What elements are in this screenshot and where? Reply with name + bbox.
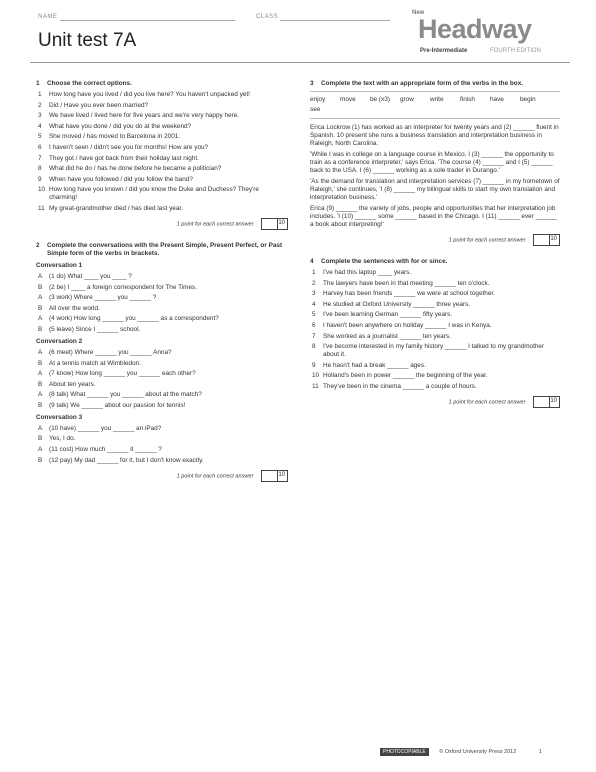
list-item: 4 What have you done / did you do at the weekend? — [38, 122, 192, 130]
list-item: 10 Holland's been in power ______ the beginning of the year. — [312, 372, 488, 380]
list-item: 8 I've become interested in my family history ______ I talked to my grandmother about it. — [312, 343, 545, 359]
text-paragraph: Erica Lockrow (1) has worked as an interpreter for twenty years and (2) ______ fluent in Spanish. 10 present she runs a business translation and interpretation business in Raleigh, North Carolina. — [310, 124, 559, 147]
score-total: 10 — [278, 471, 285, 478]
section-1-score — [36, 218, 288, 230]
section-3-instruction: Complete the text with an appropriate form of the verbs in the box. — [321, 80, 524, 87]
word-box-item: have — [490, 96, 504, 103]
header-rule — [30, 62, 570, 63]
list-item: B (2 be) I ____ a foreign correspondent for The Times. — [38, 283, 198, 291]
text-paragraph: Erica (9) ______ the variety of jobs, people and opportunities that her interpretation job includes. 'I (10) ______ some ______ based in the Chicago. I (11) ______ ever ______ a book about interpreting!' — [310, 205, 557, 228]
list-item: B All over the world. — [38, 304, 100, 312]
list-item: B Yes, I do. — [38, 435, 76, 443]
list-item: A (3 work) Where ______ you ______ ? — [38, 294, 157, 302]
score-total: 10 — [550, 397, 557, 404]
list-item: 6 I haven't been anywhere on holiday ______ I was in Kenya. — [312, 321, 492, 329]
list-item: 10 How long have you known / did you know the Duke and Duchess? They're charming! — [38, 186, 259, 202]
list-item: 9 He hasn't had a break ______ ages. — [312, 361, 426, 369]
list-item: B (12 pay) My dad ______ for it, but I don't know exactly. — [38, 456, 204, 464]
list-item: A (6 meet) Where ______ you ______ Anna? — [38, 348, 172, 356]
list-item: A (8 talk) What ______ you ______ about at the match? — [38, 391, 202, 399]
score-label: 1 point for each correct answer — [448, 399, 526, 406]
page-title: Unit test 7A — [38, 30, 137, 51]
logo-level: Pre-Intermediate — [420, 48, 468, 54]
conversation-3 — [36, 425, 288, 465]
section-1-items — [36, 91, 288, 213]
conversation-3-label: Conversation 3 — [36, 413, 83, 421]
word-box-item: move — [340, 96, 356, 103]
name-label: NAME — [38, 14, 58, 20]
list-item: 11 My great-grandmother died / has died last year. — [38, 204, 183, 212]
right-column — [310, 80, 560, 408]
section-3-score — [310, 234, 560, 246]
section-3-heading — [310, 80, 560, 88]
list-item: 5 I've been learning German ______ fifty years. — [312, 311, 453, 319]
section-4-score — [310, 396, 560, 408]
list-item: A (4 work) How long ______ you ______ as a correspondent? — [38, 315, 219, 323]
section-4-items — [310, 269, 560, 391]
word-box — [310, 91, 560, 119]
conversation-1 — [36, 273, 288, 334]
section-2-heading — [36, 242, 288, 258]
word-box-item: enjoy — [310, 96, 326, 103]
word-box-item: begin — [520, 96, 536, 103]
copyright-text: © Oxford University Press 2012 — [439, 749, 517, 755]
logo-name: Headway — [418, 14, 532, 44]
score-label: 1 point for each correct answer — [448, 237, 526, 244]
list-item: 1 How long have you lived / did you live here? You haven't unpacked yet! — [38, 91, 250, 98]
list-item: B (5 leave) Since I ______ school. — [38, 325, 141, 333]
word-box-item: grow — [400, 96, 414, 103]
list-item: 9 When have you followed / did you follow the band? — [38, 175, 193, 183]
word-box-item: finish — [460, 96, 475, 103]
section-3-number: 3 — [310, 80, 314, 87]
section-4-heading — [310, 258, 560, 266]
list-item: A (11 cost) How much ______ it ______ ? — [38, 446, 162, 454]
footer — [380, 740, 542, 758]
list-item: 1 I've had this laptop ____ years. — [312, 269, 412, 276]
score-box[interactable] — [533, 396, 560, 408]
section-1-number: 1 — [36, 80, 40, 87]
section-4-number: 4 — [310, 258, 314, 265]
list-item: B About ten years. — [38, 380, 96, 388]
word-box-item: be (x3) — [370, 96, 390, 103]
section-4-instruction: Complete the sentences with for or since. — [321, 258, 448, 265]
logo-new: New — [412, 10, 425, 16]
section-2-number: 2 — [36, 241, 40, 249]
list-item: 2 The lawyers have been in that meeting ______ ten o'clock. — [312, 279, 490, 287]
score-label: 1 point for each correct answer — [176, 221, 254, 228]
class-label: CLASS — [256, 14, 279, 20]
score-total: 10 — [550, 236, 557, 242]
list-item: 3 We have lived / lived here for five years and we're very happy here. — [38, 112, 240, 120]
conversation-1-label: Conversation 1 — [36, 261, 83, 269]
list-item: A (10 have) ______ you ______ an iPad? — [38, 424, 162, 432]
list-item: B At a tennis match at Wimbledon. — [38, 359, 141, 367]
score-box[interactable] — [261, 218, 288, 230]
list-item: 11 They've been in the cinema ______ a couple of hours. — [312, 382, 477, 390]
list-item: A (1 do) What ____ you ____ ? — [38, 272, 132, 280]
list-item: 6 I haven't seen / didn't see you for months! How are you? — [38, 143, 209, 151]
section-1-instruction: Choose the correct options. — [47, 80, 132, 87]
class-line — [280, 20, 390, 21]
word-box-item: see — [310, 106, 321, 113]
section-1-heading — [36, 80, 288, 88]
list-item: 8 What did he do / has he done before he became a politician? — [38, 165, 222, 173]
headway-logo — [412, 10, 562, 58]
list-item: 2 Did / Have you ever been married? — [38, 101, 149, 109]
score-box[interactable] — [261, 470, 288, 482]
name-line — [60, 20, 235, 21]
left-column — [36, 80, 288, 482]
photocopiable-logo: PHOTOCOPIABLE — [380, 748, 429, 756]
word-box-item: write — [430, 96, 444, 103]
logo-edition: FOURTH EDITION — [490, 48, 541, 54]
list-item: 7 They got / have got back from their holiday last night. — [38, 154, 199, 162]
page-number: 1 — [538, 749, 542, 755]
text-paragraph: 'As the demand for translation and interpretation services (7) ______ in my hometown of Raleigh,' she continues, 'I (8) ______ my bilingual skills to start my own translation and interpretation business.' — [310, 178, 560, 201]
section-2-instruction: Complete the conversations with the Present Simple, Present Perfect, or Past Simple form of the verbs in brackets. — [47, 241, 283, 257]
list-item: 5 She moved / has moved to Barcelona in 2001. — [38, 133, 181, 141]
list-item: 7 She worked as a journalist ______ ten years. — [312, 332, 451, 340]
section-2-score — [36, 470, 288, 482]
list-item: 4 He studied at Oxford University ______ three years. — [312, 300, 471, 308]
score-total: 10 — [278, 219, 285, 226]
text-paragraph: 'While I was in college on a language course in Mexico, I (3) ______ the opportunity to train as a conference interpreter,' says Erica. 'The course (4) ______ and I (5) ______ back to the USA. I (6) ______ working as a sole trader in Durango.' — [310, 151, 554, 174]
conversation-2-label: Conversation 2 — [36, 337, 83, 345]
list-item: A (7 know) How long ______ you ______ each other? — [38, 370, 196, 378]
score-box[interactable] — [533, 234, 560, 246]
conversation-2 — [36, 349, 288, 410]
list-item: 3 Harvey has been friends ______ we were at school together. — [312, 290, 495, 298]
list-item: B (9 talk) We ______ about our passion for tennis! — [38, 401, 186, 409]
score-label: 1 point for each correct answer — [176, 473, 254, 480]
